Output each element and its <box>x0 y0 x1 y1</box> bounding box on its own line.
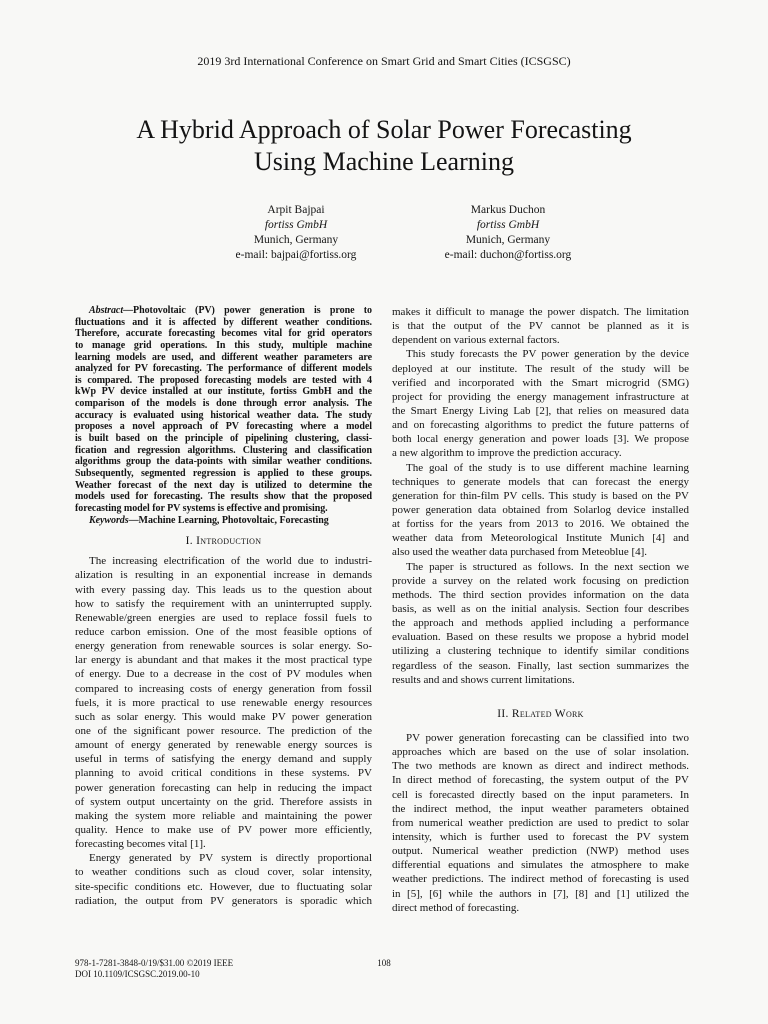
text-line: PV power generation forecasting can be classified into two <box>406 731 689 744</box>
text-line: This study forecasts the PV power generation by the device <box>406 348 689 361</box>
author-email[interactable]: e-mail: bajpai@fortiss.org <box>235 249 357 261</box>
text-line: methods. The third section provides information on the data <box>392 588 689 601</box>
conference-header: 2019 3rd International Conference on Smart Grid and Smart Cities (ICSGSC) <box>197 54 571 68</box>
abstract-line: models used for forecasting. The results show that the proposed <box>75 491 372 503</box>
abstract-lead: Abstract <box>89 305 124 316</box>
right-column <box>392 305 689 915</box>
paragraph <box>392 347 689 460</box>
text-line: utilizing a clustering technique to identify similar conditions <box>392 645 689 658</box>
isbn-line: 978-1-7281-3848-0/19/$31.00 ©2019 IEEE <box>75 958 234 968</box>
text-line: techniques to generate models that can forecast the energy <box>392 475 689 488</box>
abstract-line: accuracy is evaluated using historical weather data. The study <box>75 409 372 421</box>
doi-line: DOI 10.1109/ICSGSC.2019.00-10 <box>75 969 200 979</box>
abstract <box>75 305 372 526</box>
text-line: radiation, the output from PV generators is sporadic which <box>75 894 372 907</box>
text-line: deployed at our institute. The result of the study will be <box>392 362 689 375</box>
text-line: direct method of forecasting. <box>392 901 520 914</box>
title-line-2: Using Machine Learning <box>254 147 514 176</box>
text-line: The two methods are known as direct and indirect methods. <box>392 760 689 773</box>
page-number: 108 <box>377 958 391 968</box>
text-line: is that the output of the PV cannot be planned as it is <box>392 320 689 333</box>
text-line: to weather conditions such as cloud cover, solar intensity, <box>75 866 372 879</box>
abstract-line: algorithms group the data-points with similar weather conditions. <box>75 456 372 468</box>
text-line: amount of energy generated by renewable energy sources is <box>75 739 372 752</box>
text-line: power generation data obtained from Solarlog device installed <box>392 503 689 516</box>
text-line: a new algorithm to improve the prediction accuracy. <box>392 447 622 460</box>
section-heading-introduction: I. Introduction <box>185 535 262 548</box>
abstract-line: to manage grid operations. In this study, multiple machine <box>75 339 372 351</box>
keywords-lead: Keywords <box>89 514 129 526</box>
paragraph <box>392 731 689 915</box>
abstract-line: Subsequently, segmented regression is applied to these groups. <box>75 467 372 479</box>
text-line: such as solar energy. This would make PV power generation <box>75 710 372 723</box>
paragraph <box>392 560 689 687</box>
paragraph <box>392 305 689 347</box>
text-line: from numerical weather prediction are used to predict to solar <box>392 816 689 829</box>
text-line: in [5], [6] while the authors in [7], [8] and [1] utilized the <box>392 887 689 900</box>
text-line: Renewable/green energies are used to replace fossil fuels to <box>75 611 372 624</box>
abstract-line: fluctuations and it is affected by different weather conditions. <box>75 316 372 328</box>
text-line: dependent on various external factors. <box>392 334 560 347</box>
text-line: both local energy generation and power loads [3]. We propose <box>392 433 689 446</box>
section-heading-related-work: II. Related Work <box>497 707 584 720</box>
abstract-line: forecasting model for PV systems is effective and promising. <box>75 502 328 514</box>
text-line: project for providing the energy management infrastructure at <box>392 390 689 403</box>
abstract-line: kWp PV device installed at our institute, fortiss GmbH and the <box>75 386 372 398</box>
text-line: results and and shows current limitations. <box>392 673 575 686</box>
text-line: making the system more reliable and maintaining the power <box>75 809 372 822</box>
abstract-line: analyzed for PV forecasting. The performance of different models <box>75 363 372 375</box>
text-line: power generation forecasting can help in reducing the impact <box>75 781 372 794</box>
abstract-line: Therefore, accurate forecasting becomes vital for grid operators <box>75 328 372 340</box>
text-line: differential equations and simulates the atmosphere to make <box>392 859 689 872</box>
abstract-first: —Photovoltaic (PV) power generation is prone to <box>123 305 372 316</box>
text-line: one of the significant power resource. The prediction of the <box>75 725 372 738</box>
text-line: In direct method of forecasting, the system output of the PV <box>392 774 689 787</box>
title-line-1: A Hybrid Approach of Solar Power Forecasting <box>136 115 632 144</box>
text-line: basis, as well as on the initial analysis. Section four describes <box>392 602 689 615</box>
text-line: The paper is structured as follows. In the next section we <box>406 560 689 573</box>
text-line: fuels, it is more practical to use renewable energy resources <box>75 696 372 709</box>
text-line: site-specific conditions etc. However, due to fluctuating solar <box>75 880 372 893</box>
text-line: of system output uncertainty on the grid. Therefore assists in <box>75 795 372 808</box>
keywords-text: —Machine Learning, Photovoltaic, Forecasting <box>128 514 329 526</box>
text-line: intensity, which is further used to forecast the PV system <box>392 830 689 843</box>
text-line: with every passing day. This leads us to the question about <box>75 583 372 596</box>
author-email[interactable]: e-mail: duchon@fortiss.org <box>444 249 572 261</box>
text-line: The goal of the study is to use different machine learning <box>406 461 689 474</box>
text-line: the indirect method, the input weather parameters obtained <box>392 802 689 815</box>
author-location: Munich, Germany <box>465 234 551 246</box>
abstract-line: learning models are used, and different weather parameters are <box>75 351 372 363</box>
text-line: provide a survey on the related work focusing on prediction <box>392 574 689 587</box>
abstract-line: fication and regression algorithms. Clustering and classification <box>75 444 372 456</box>
text-line: generation for thin-film PV cells. This study is based on the PV <box>392 489 689 502</box>
paragraph <box>75 554 372 851</box>
text-line: forecasting becomes vital [1]. <box>75 838 206 851</box>
text-line: alization is resulting in an exponential increase in demands <box>75 569 372 582</box>
abstract-line: Weather forecast of the next day is utilized to determine the <box>75 479 372 491</box>
abstract-line: comparison of the models is done through error analysis. The <box>75 398 372 410</box>
text-line: at fortiss for the years from 2013 to 2016. We obtained the <box>392 518 689 531</box>
author-affiliation: fortiss GmbH <box>476 219 540 231</box>
abstract-line <box>75 305 372 317</box>
abstract-line: proposes a novel approach of PV forecasting where a model <box>75 421 372 433</box>
author-block-2 <box>378 203 638 263</box>
text-line: evaluation. Based on these results we propose a hybrid model <box>392 631 689 644</box>
text-line: energy generation from renewable sources is solar energy. So- <box>75 640 372 653</box>
text-line: output. Numerical weather prediction (NWP) method uses <box>392 845 689 858</box>
author-affiliation: fortiss GmbH <box>264 219 328 231</box>
text-line: also used the weather data purchased from Meteoblue [4]. <box>392 546 648 559</box>
text-line: quality. Hence to make use of PV power more efficiently, <box>75 824 372 836</box>
text-line: useful in terms of satisfying the energy demand and supply <box>75 753 372 766</box>
text-line: cell is forecasted directly based on the input parameters. In <box>392 788 689 801</box>
text-line: of energy. Due to a decrease in the cost of PV modules when <box>75 668 372 681</box>
text-line: weather data from Meteorological Institute Munich [4] and <box>392 532 689 545</box>
abstract-line: is compared. The proposed forecasting models are tested with 4 <box>75 374 372 386</box>
text-line: and on forecasting algorithms to predict the future patterns of <box>392 419 689 432</box>
author-name: Arpit Bajpai <box>267 204 325 216</box>
keywords-line <box>75 515 372 527</box>
paper-title <box>0 114 768 178</box>
paragraph <box>75 851 372 908</box>
author-name: Markus Duchon <box>470 204 546 216</box>
text-line: the Smart Energy Living Lab [2], that relies on measured data <box>392 404 689 417</box>
text-line: compared to increasing costs of energy generation from fossil <box>75 682 372 695</box>
text-line: Energy generated by PV system is directly proportional <box>89 852 372 865</box>
text-line: planning to avoid critical conditions in these systems. PV <box>75 767 372 780</box>
text-line: reduce carbon emission. One of the most feasible options of <box>75 626 372 639</box>
text-line: verified and incorporated with the Smart microgrid (SMG) <box>392 376 689 389</box>
text-line: The increasing electrification of the world due to industri- <box>89 555 372 568</box>
abstract-line: is built based on the principle of pipelining clustering, classi- <box>75 433 372 445</box>
text-line: regardless of the season. Finally, last section summarizes the <box>392 659 689 672</box>
text-line: makes it difficult to manage the power dispatch. The limitation <box>392 306 689 318</box>
text-line: the approach and methods applied including a performance <box>392 617 689 630</box>
text-line: weather predictions. The indirect method of forecasting is used <box>392 873 689 886</box>
paragraph <box>392 461 689 560</box>
text-line: how to satisfy the requirement with an uninterrupted supply. <box>75 597 372 610</box>
text-line: approaches which are based on the use of solar insolation. <box>392 746 689 759</box>
text-line: lar energy is abundant and that makes it the most practical type <box>75 654 372 667</box>
left-column <box>75 305 372 908</box>
author-location: Munich, Germany <box>253 234 339 246</box>
